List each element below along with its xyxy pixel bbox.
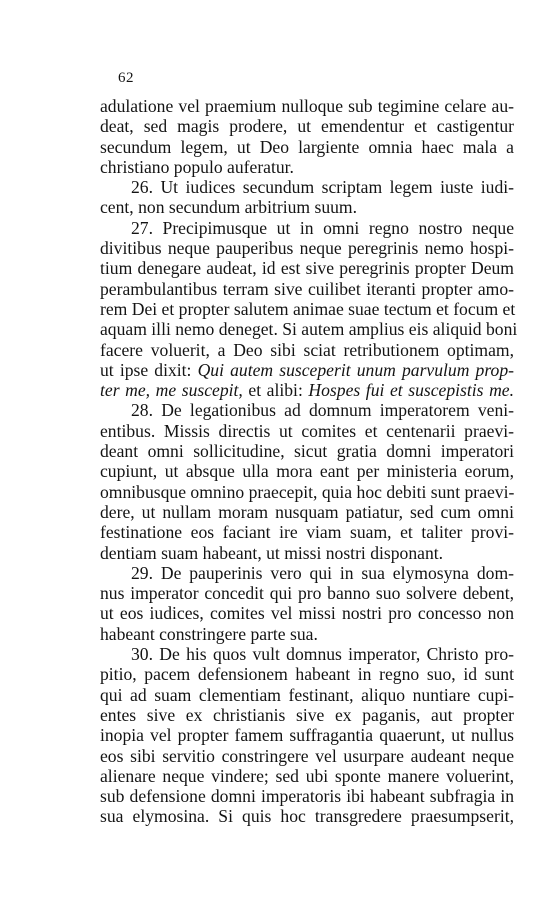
- text-line: perambulantibus terram sive cuilibet iteranti propter amo-: [100, 278, 514, 299]
- paragraph-30-start: 30. De his quos vult domnus imperator, Christo pro-: [131, 644, 514, 665]
- text-line: deant omni sollicitudine, sicut gratia domni imperatori: [100, 441, 514, 462]
- text-line: alienare neque vindere; sed ubi sponte manere voluerint,: [100, 765, 514, 786]
- paragraph-26-start: 26. Ut iudices secundum scriptam legem iuste iudi-: [131, 177, 514, 198]
- text-line: rem Dei et propter salutem animae suae tectum et focum et: [100, 298, 516, 319]
- text-line: christiano populo auferatur.: [100, 156, 294, 177]
- text-line: adulatione vel praemium nulloque sub tegimine celare au-: [100, 96, 514, 116]
- body-text: [100, 96, 518, 827]
- text-line: divitibus neque pauperibus neque peregrinis nemo hospi-: [100, 238, 514, 259]
- text-segment: et alibi:: [242, 380, 309, 401]
- text-line: dentiam suam habeant, ut missi nostri disponant.: [100, 542, 444, 563]
- paragraph-27-start: 27. Precipimusque ut in omni regno nostro neque: [131, 217, 514, 238]
- text-line: dere, ut nullam moram nusquam patiatur, sed cum omni: [100, 501, 514, 522]
- paragraph-28-start: 28. De legationibus ad domnum imperatorem veni-: [131, 400, 514, 421]
- quote-segment: Hospes fui et suscepistis me.: [308, 380, 515, 401]
- text-line-mixed: [100, 380, 514, 400]
- paragraph-29-start: 29. De pauperinis vero qui in sua elymosyna dom-: [131, 562, 514, 583]
- quote-segment: Qui autem susceperit unum parvulum prop-: [197, 359, 514, 380]
- page-number: 62: [118, 70, 134, 86]
- text-line: entes sive ex christianis sive ex paganis, aut propter: [100, 704, 514, 725]
- text-line: tium denegare audeat, id est sive peregrinis propter Deum: [100, 258, 514, 279]
- text-line: entibus. Missis directis ut comites et centenarii praevi-: [100, 420, 514, 441]
- text-line: deat, sed magis prodere, ut emendentur et castigentur: [100, 116, 514, 137]
- text-segment: ut ipse dixit:: [100, 359, 198, 380]
- text-line: inopia vel propter famem suffragantia quaerunt, ut nullus: [100, 725, 514, 746]
- text-line: pitio, pacem defensionem habeant in regno suo, id sunt: [100, 664, 514, 685]
- text-line: ut eos iudices, comites vel missi nostri pro concesso non: [100, 603, 514, 624]
- text-line: festinatione eos faciant ire viam suam, et taliter provi-: [100, 522, 514, 543]
- text-line: sub defensione domni imperatoris ibi habeant subfragia in: [100, 786, 514, 807]
- text-line: aquam illi nemo deneget. Si autem amplius eis aliquid boni: [100, 319, 518, 340]
- text-line: secundum legem, ut Deo largiente omnia haec mala a: [100, 136, 514, 157]
- text-line-mixed: [100, 360, 514, 380]
- text-line: omnibusque omnino praecepit, quia hoc debiti sunt praevi-: [100, 481, 515, 502]
- text-line: facere voluerit, a Deo sibi sciat retributionem optimam,: [100, 339, 514, 360]
- text-line: habeant constringere parte sua.: [100, 623, 318, 644]
- text-line: nus imperator concedit qui pro banno suo solvere debent,: [100, 583, 514, 604]
- text-line: cent, non secundum arbitrium suum.: [100, 197, 358, 218]
- text-line: eos sibi servitio constringere vel usurpare audeant neque: [100, 745, 514, 766]
- text-line: qui ad suam clementiam festinant, aliquo nuntiare cupi-: [100, 684, 514, 705]
- quote-segment: ter me, me suscepit,: [100, 380, 243, 401]
- text-line: cupiunt, ut absque ulla mora eant per ministeria eorum,: [100, 461, 514, 482]
- text-line: sua elymosina. Si quis hoc transgredere praesumpserit,: [100, 806, 514, 827]
